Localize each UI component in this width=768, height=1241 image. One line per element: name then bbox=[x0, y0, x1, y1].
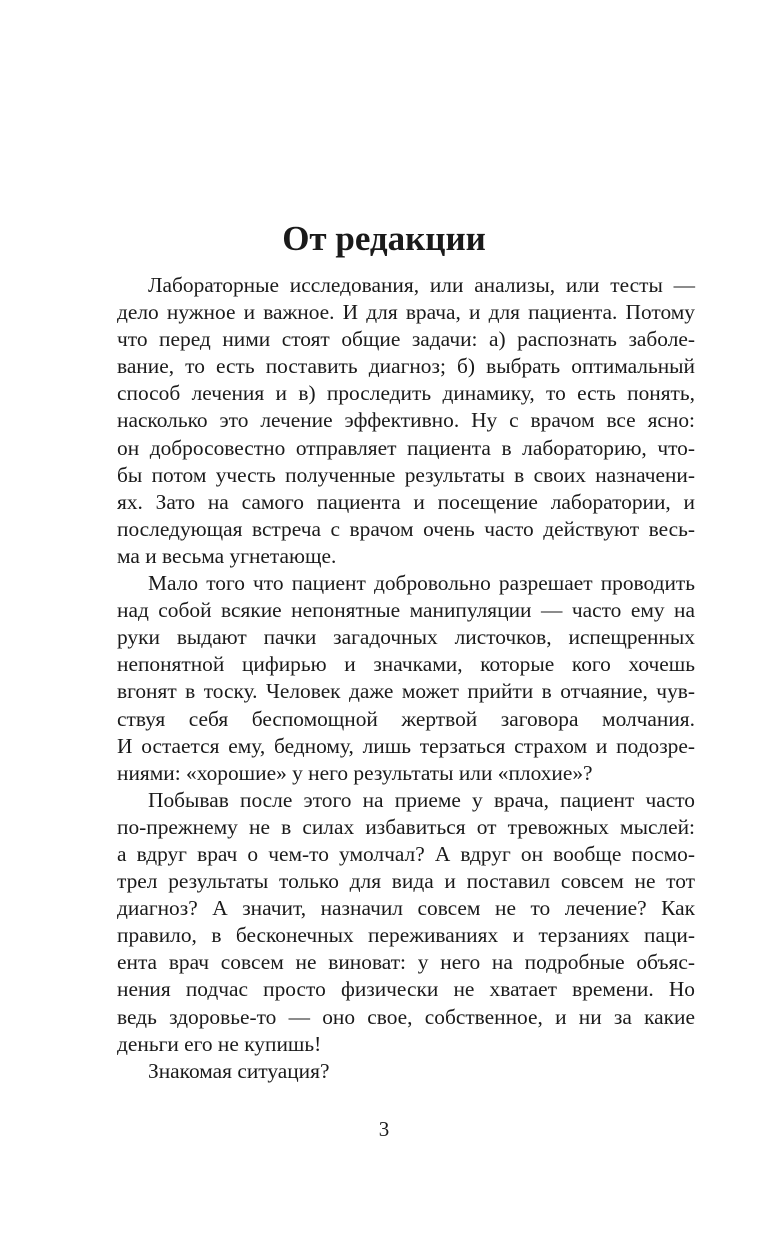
text-line: дело нужное и важное. И для врача, и для пациента. Потому bbox=[117, 300, 695, 325]
paragraph bbox=[117, 570, 695, 787]
text-line: деньги его не купишь! bbox=[117, 1031, 322, 1056]
text-line: И остается ему, бедному, лишь терзаться страхом и подозре- bbox=[117, 733, 695, 758]
text-line: Лабораторные исследования, или анализы, или тесты — bbox=[148, 273, 695, 297]
text-line: он добросовестно отправляет пациента в лабораторию, что- bbox=[117, 435, 695, 460]
paragraph bbox=[117, 787, 695, 1058]
paragraph bbox=[117, 272, 695, 570]
text-line: Мало того что пациент добровольно разрешает проводить bbox=[148, 571, 695, 596]
text-line: Побывав после этого на приеме у врача, пациент часто bbox=[148, 787, 695, 812]
text-line: последующая встреча с врачом очень часто действуют весь- bbox=[117, 516, 695, 541]
text-line: бы потом учесть полученные результаты в своих назначени- bbox=[117, 462, 695, 487]
text-line: вание, то есть поставить диагноз; б) выбрать оптимальный bbox=[117, 354, 695, 379]
text-line: вгонят в тоску. Человек даже может прийти в отчаяние, чув- bbox=[117, 679, 695, 704]
text-line: насколько это лечение эффективно. Ну с врачом все ясно: bbox=[117, 408, 695, 433]
page-number: 3 bbox=[378, 1117, 390, 1141]
text-line: ента врач совсем не виноват: у него на подробные объяс- bbox=[117, 950, 695, 975]
page-title: От редакции bbox=[282, 219, 486, 258]
text-line: ях. Зато на самого пациента и посещение лаборатории, и bbox=[117, 489, 695, 514]
text-line: руки выдают пачки загадочных листочков, испещренных bbox=[117, 625, 695, 650]
text-line: способ лечения и в) проследить динамику, то есть понять, bbox=[117, 381, 695, 406]
text-line: непонятной цифирью и значками, которые кого хочешь bbox=[117, 652, 695, 677]
text-line: что перед ними стоят общие задачи: а) распознать заболе- bbox=[117, 327, 695, 352]
text-line: Знакомая ситуация? bbox=[148, 1058, 330, 1083]
text-line: ведь здоровье-то — оно свое, собственное, и ни за какие bbox=[117, 1004, 695, 1029]
text-line: ствуя себя беспомощной жертвой заговора молчания. bbox=[117, 706, 695, 731]
text-line: нения подчас просто физически не хватает времени. Но bbox=[117, 977, 695, 1002]
text-line: ма и весьма угнетающе. bbox=[117, 543, 337, 568]
text-line: над собой всякие непонятные манипуляции — часто ему на bbox=[117, 598, 695, 623]
text-line: диагноз? А значит, назначил совсем не то лечение? Как bbox=[117, 896, 695, 921]
body-text bbox=[117, 272, 695, 1085]
text-line: правило, в бесконечных переживаниях и терзаниях паци- bbox=[117, 923, 695, 948]
text-line: а вдруг врач о чем-то умолчал? А вдруг он вообще посмо- bbox=[117, 841, 695, 866]
paragraph bbox=[117, 1058, 695, 1085]
text-line: ниями: «хорошие» у него результаты или «плохие»? bbox=[117, 760, 593, 785]
text-line: трел результаты только для вида и поставил совсем не тот bbox=[117, 869, 695, 894]
text-line: по-прежнему не в силах избавиться от тревожных мыслей: bbox=[117, 814, 695, 839]
